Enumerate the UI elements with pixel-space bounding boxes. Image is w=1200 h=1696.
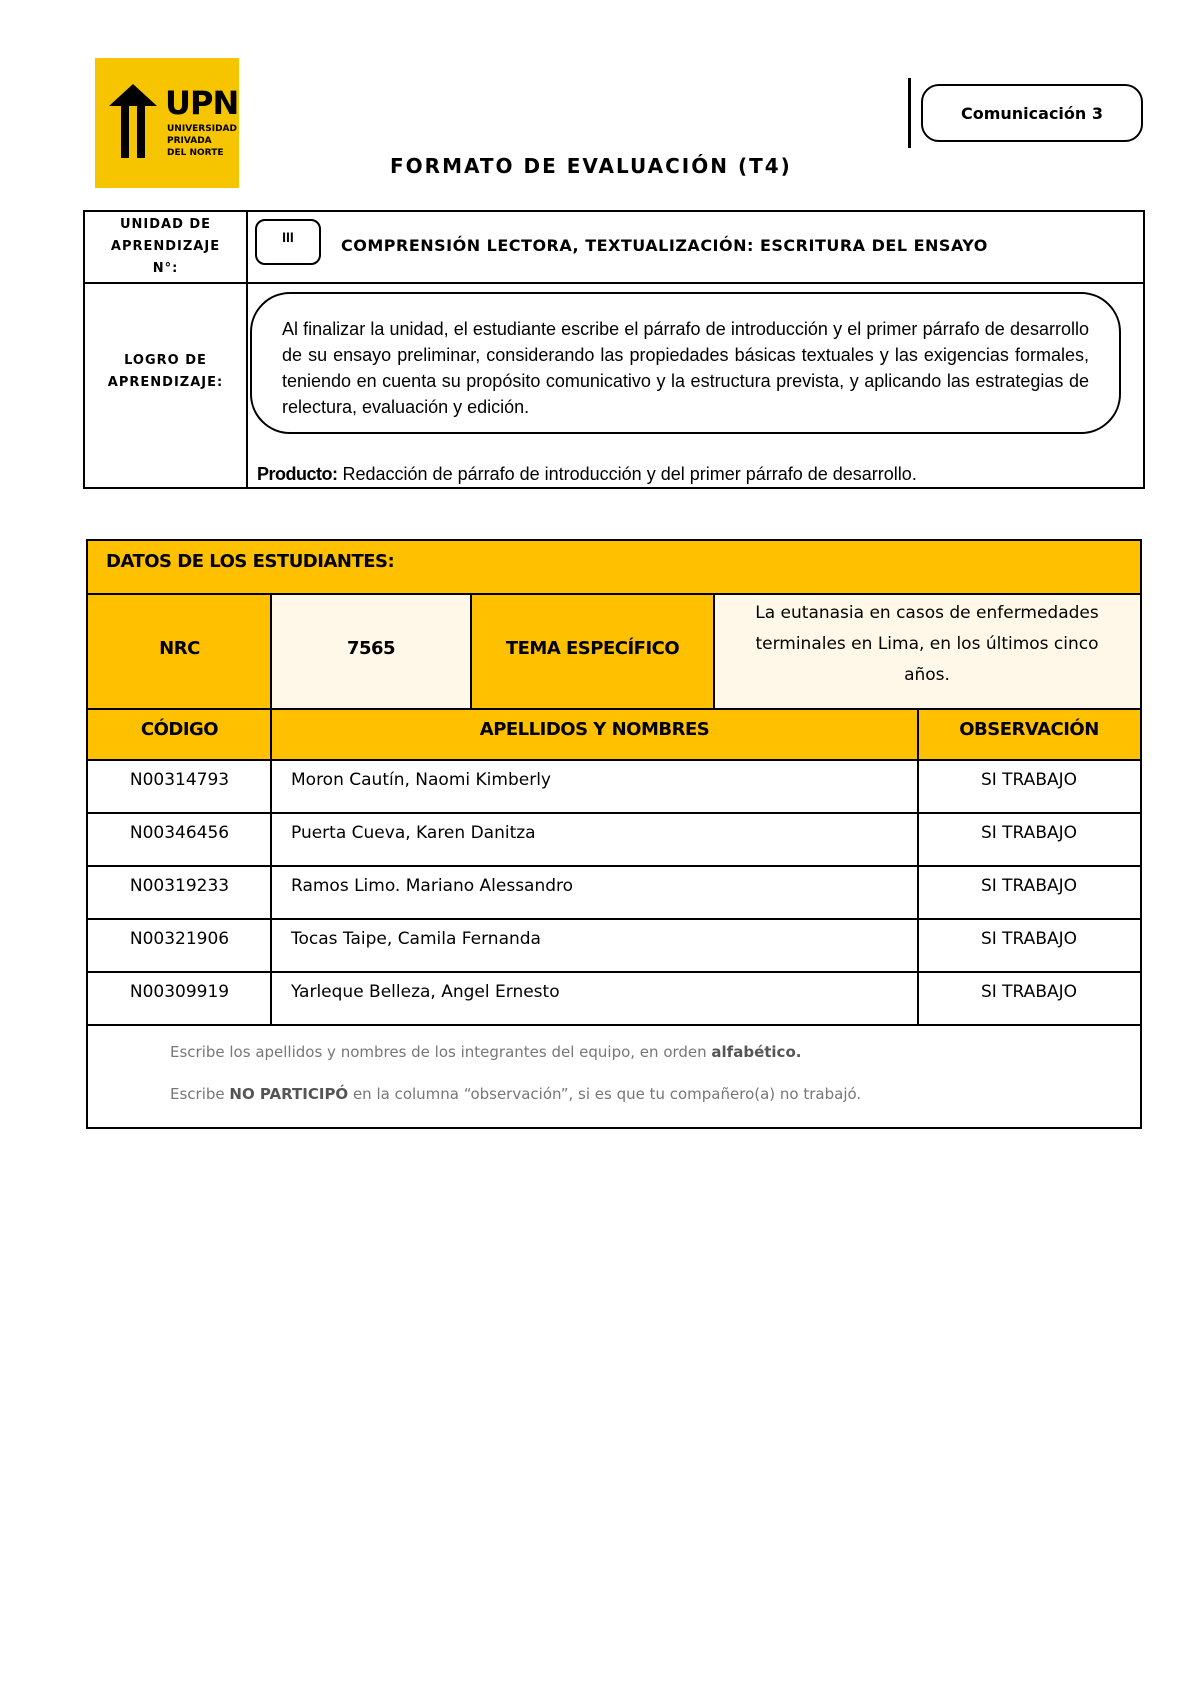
upn-logo (95, 58, 239, 188)
grid-line (713, 593, 715, 709)
achievement-text: Al finalizar la unidad, el estudiante escribe el párrafo de introducción y el primer párrafo de desarrollo de su ensayo preliminar, considerando las propiedades básicas textuales y las exigencias formales, teniendo en cuenta su propósito comunicativo y la estructura prevista, y aplicando las estrategias de relectura, evaluación y edición. (250, 292, 1121, 434)
unit-table (83, 210, 1145, 489)
student-observation: SI TRABAJO (980, 876, 1078, 896)
note-emphasis: NO PARTICIPÓ (229, 1085, 349, 1103)
nrc-label-cell (88, 594, 271, 709)
logo-line-2: PRIVADA (167, 136, 212, 146)
table-divider (246, 212, 248, 487)
grid-line (88, 593, 1140, 595)
nrc-value: 7565 (346, 638, 396, 659)
topic-line: La eutanasia en casos de enfermedades (755, 603, 1099, 623)
col-code: CÓDIGO (140, 719, 219, 740)
student-observation: SI TRABAJO (980, 823, 1078, 843)
logo-brand: UPN (165, 84, 239, 122)
course-badge: Comunicación 3 (921, 84, 1143, 142)
column-header-row (88, 709, 1140, 760)
note-text: Escribe (170, 1085, 230, 1103)
student-code: N00319233 (129, 876, 230, 896)
document-title: FORMATO DE EVALUACIÓN (T4) (390, 154, 792, 178)
unit-number: III (255, 219, 321, 265)
achievement-label-line: LOGRO DE (124, 353, 207, 368)
student-code: N00309919 (129, 982, 230, 1002)
product-line (257, 464, 917, 485)
student-observation: SI TRABAJO (980, 982, 1078, 1002)
topic-label: TEMA ESPECÍFICO (505, 638, 680, 659)
topic-line: años. (904, 665, 950, 685)
unit-label-line: N°: (152, 261, 179, 276)
student-code: N00346456 (129, 823, 230, 843)
table-row (88, 760, 1140, 813)
instruction-note (170, 1043, 801, 1061)
nrc-label: NRC (159, 638, 200, 659)
table-row (88, 919, 1140, 972)
student-name: Puerta Cueva, Karen Danitza (291, 823, 536, 843)
table-divider (85, 282, 1143, 284)
grid-line (88, 812, 1140, 814)
unit-label-line: UNIDAD DE (119, 217, 212, 232)
grid-line (88, 971, 1140, 973)
col-names: APELLIDOS Y NOMBRES (479, 719, 710, 740)
grid-line (470, 593, 472, 709)
logo-line-3: DEL NORTE (167, 148, 224, 158)
logo-line-1: UNIVERSIDAD (167, 124, 237, 134)
topic-value (714, 598, 1140, 691)
note-text: en la columna “observación”, si es que tu compañero(a) no trabajó. (348, 1085, 862, 1103)
note-emphasis: alfabético. (711, 1043, 802, 1061)
table-row (88, 866, 1140, 919)
student-code: N00321906 (129, 929, 230, 949)
achievement-label-line: APRENDIZAJE: (107, 375, 224, 390)
student-observation: SI TRABAJO (980, 929, 1078, 949)
product-text: Redacción de párrafo de introducción y del primer párrafo de desarrollo. (337, 464, 917, 484)
header-divider (908, 78, 911, 148)
grid-line (270, 593, 272, 1025)
student-observation: SI TRABAJO (980, 770, 1078, 790)
nrc-value-cell (271, 594, 471, 709)
topic-label-cell (471, 594, 714, 709)
grid-line (88, 759, 1140, 761)
grid-line (88, 708, 1140, 710)
student-name: Moron Cautín, Naomi Kimberly (291, 770, 551, 790)
product-label: Producto: (257, 464, 338, 484)
note-text: Escribe los apellidos y nombres de los integrantes del equipo, en orden (170, 1043, 712, 1061)
topic-line: terminales en Lima, en los últimos cinco (755, 634, 1099, 654)
section-title: DATOS DE LOS ESTUDIANTES: (106, 551, 395, 572)
table-row (88, 972, 1140, 1025)
unit-title: COMPRENSIÓN LECTORA, TEXTUALIZACIÓN: ESCRITURA DEL ENSAYO (341, 236, 988, 255)
topic-value-cell (714, 594, 1140, 709)
achievement-label (85, 350, 246, 394)
table-row (88, 813, 1140, 866)
unit-label (85, 214, 246, 280)
student-name: Yarleque Belleza, Angel Ernesto (291, 982, 560, 1002)
student-name: Ramos Limo. Mariano Alessandro (291, 876, 574, 896)
grid-line (917, 708, 919, 1025)
instruction-note (170, 1085, 861, 1103)
section-header (88, 541, 1140, 594)
unit-label-line: APRENDIZAJE (110, 239, 221, 254)
grid-line (88, 918, 1140, 920)
grid-line (88, 865, 1140, 867)
students-table (86, 539, 1142, 1129)
grid-line (88, 1024, 1140, 1026)
upn-arrow-icon (95, 58, 239, 188)
col-observation: OBSERVACIÓN (959, 719, 1099, 740)
student-code: N00314793 (129, 770, 230, 790)
student-name: Tocas Taipe, Camila Fernanda (291, 929, 541, 949)
